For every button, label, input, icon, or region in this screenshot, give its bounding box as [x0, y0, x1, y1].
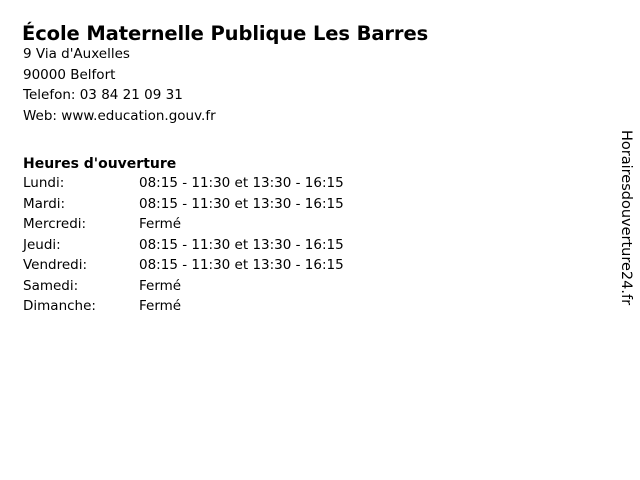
- day-hours: 08:15 - 11:30 et 13:30 - 16:15: [139, 236, 344, 253]
- address-web: Web: www.education.gouv.fr: [23, 107, 216, 124]
- address-block: [23, 44, 216, 126]
- day-label: Samedi:: [23, 277, 79, 294]
- day-label: Lundi:: [23, 175, 65, 191]
- page-title: École Maternelle Publique Les Barres: [22, 22, 429, 46]
- day-hours: Fermé: [139, 277, 182, 294]
- day-label: Dimanche:: [23, 298, 96, 314]
- day-hours: 08:15 - 11:30 et 13:30 - 16:15: [139, 175, 344, 191]
- table-row: [23, 216, 344, 237]
- day-hours: 08:15 - 11:30 et 13:30 - 16:15: [139, 195, 344, 212]
- table-row: [23, 196, 344, 217]
- table-row: [23, 175, 344, 196]
- day-hours: Fermé: [139, 216, 182, 232]
- address-city: 90000 Belfort: [23, 66, 116, 83]
- day-label: Mercredi:: [23, 216, 87, 232]
- table-row: [23, 237, 344, 258]
- address-phone: Telefon: 03 84 21 09 31: [23, 87, 183, 103]
- opening-hours-heading: Heures d'ouverture: [23, 155, 177, 172]
- opening-hours-table: [23, 175, 344, 319]
- day-label: Vendredi:: [23, 257, 88, 273]
- table-row: [23, 278, 344, 299]
- day-label: Jeudi:: [23, 236, 61, 253]
- day-hours: 08:15 - 11:30 et 13:30 - 16:15: [139, 257, 344, 273]
- watermark-text: Horairesdouverture24.fr: [618, 130, 634, 306]
- table-row: [23, 257, 344, 278]
- table-row: [23, 298, 344, 319]
- day-label: Mardi:: [23, 195, 66, 212]
- address-street: 9 Via d'Auxelles: [23, 46, 130, 62]
- day-hours: Fermé: [139, 298, 182, 314]
